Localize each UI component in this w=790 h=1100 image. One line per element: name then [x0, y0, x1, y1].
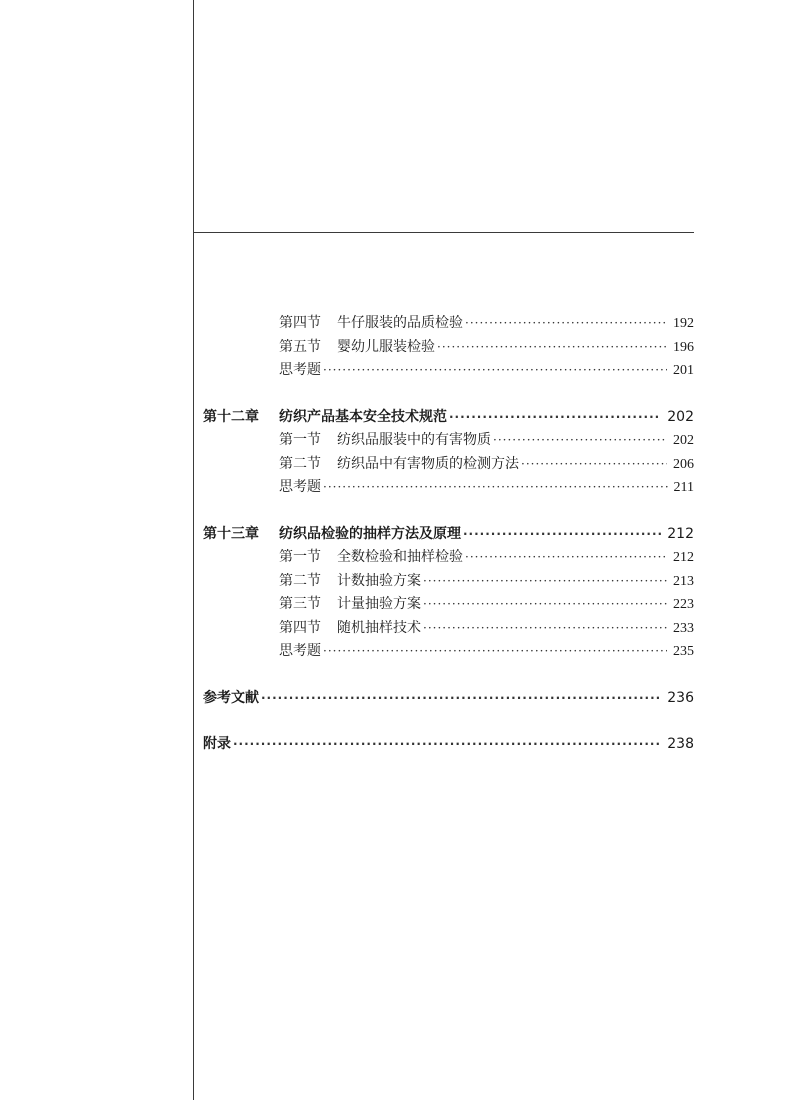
section-title: 计数抽验方案: [337, 572, 421, 589]
dot-leader: [233, 737, 661, 751]
section-title: 随机抽样技术: [337, 619, 421, 636]
section-title: 纺织品服装中的有害物质: [337, 432, 491, 448]
dot-leader: [449, 410, 661, 424]
section-title: 思考题: [279, 479, 321, 495]
chapter-title: 纺织产品基本安全技术规范: [279, 408, 447, 425]
dot-leader: [261, 691, 661, 705]
toc-section-entry[interactable]: [203, 640, 694, 664]
page-number: 213: [673, 573, 694, 589]
page-number: 233: [673, 620, 694, 636]
dot-leader: [423, 621, 667, 635]
section-title: 牛仔服装的品质检验: [337, 315, 463, 331]
chapter-title: 附录: [203, 736, 231, 752]
chapter-number: 第十三章: [203, 525, 259, 542]
chapter-number: 第十二章: [203, 408, 259, 425]
section-number: 第四节: [279, 619, 321, 636]
section-number: 第三节: [279, 596, 321, 612]
page-number: 211: [673, 480, 694, 495]
dot-leader: [423, 597, 667, 611]
chapter-spacer: [203, 664, 694, 687]
toc-section-entry[interactable]: [203, 617, 694, 641]
dot-leader: [465, 550, 667, 564]
section-title: 计量抽验方案: [337, 596, 421, 612]
section-number: 第一节: [279, 549, 321, 565]
chapter-title: 参考文献: [203, 689, 259, 706]
vertical-margin-rule: [193, 0, 194, 1100]
chapter-spacer: [203, 500, 694, 523]
section-title: 纺织品中有害物质的检测方法: [337, 455, 519, 472]
section-title: 全数检验和抽样检验: [337, 549, 463, 565]
section-number: 第四节: [279, 315, 321, 331]
section-number: 第五节: [279, 338, 321, 355]
section-number: 第二节: [279, 455, 321, 472]
section-number: 第一节: [279, 432, 321, 448]
toc-section-entry[interactable]: [203, 359, 694, 383]
toc-section-entry[interactable]: [203, 593, 694, 617]
toc-chapter-entry[interactable]: [203, 687, 694, 711]
dot-leader: [493, 433, 667, 447]
toc-section-entry[interactable]: [203, 546, 694, 570]
dot-leader: [437, 340, 667, 354]
page-number: 196: [673, 339, 694, 355]
dot-leader: [423, 574, 667, 588]
toc-section-entry[interactable]: [203, 312, 694, 336]
page-number: 235: [673, 644, 694, 659]
page-number: 223: [673, 597, 694, 612]
page-number: 206: [673, 456, 694, 472]
section-number: 第二节: [279, 572, 321, 589]
toc-section-entry[interactable]: [203, 336, 694, 360]
page-number: 212: [673, 550, 694, 565]
dot-leader: [463, 527, 661, 541]
chapter-title: 纺织品检验的抽样方法及原理: [279, 525, 461, 542]
toc-section-entry[interactable]: [203, 429, 694, 453]
dot-leader: [521, 457, 667, 471]
toc-chapter-entry[interactable]: [203, 406, 694, 430]
toc-section-entry[interactable]: [203, 476, 694, 500]
dot-leader: [323, 363, 667, 377]
section-title: 思考题: [279, 643, 321, 659]
dot-leader: [323, 480, 668, 494]
page-number: 236: [667, 689, 694, 706]
toc-section-entry[interactable]: [203, 570, 694, 594]
dot-leader: [465, 316, 667, 330]
horizontal-header-rule: [193, 232, 694, 233]
toc-chapter-entry[interactable]: [203, 523, 694, 547]
dot-leader: [323, 644, 667, 658]
toc-section-entry[interactable]: [203, 453, 694, 477]
page-number: 201: [673, 363, 694, 378]
page-number: 202: [667, 408, 694, 425]
toc-chapter-entry[interactable]: [203, 733, 694, 757]
section-title: 思考题: [279, 362, 321, 378]
chapter-spacer: [203, 383, 694, 406]
page-number: 238: [667, 736, 694, 752]
page-number: 192: [673, 316, 694, 331]
chapter-spacer: [203, 710, 694, 733]
page-number: 202: [673, 433, 694, 448]
section-title: 婴幼儿服装检验: [337, 338, 435, 355]
page-number: 212: [667, 525, 694, 542]
table-of-contents: [203, 312, 694, 757]
